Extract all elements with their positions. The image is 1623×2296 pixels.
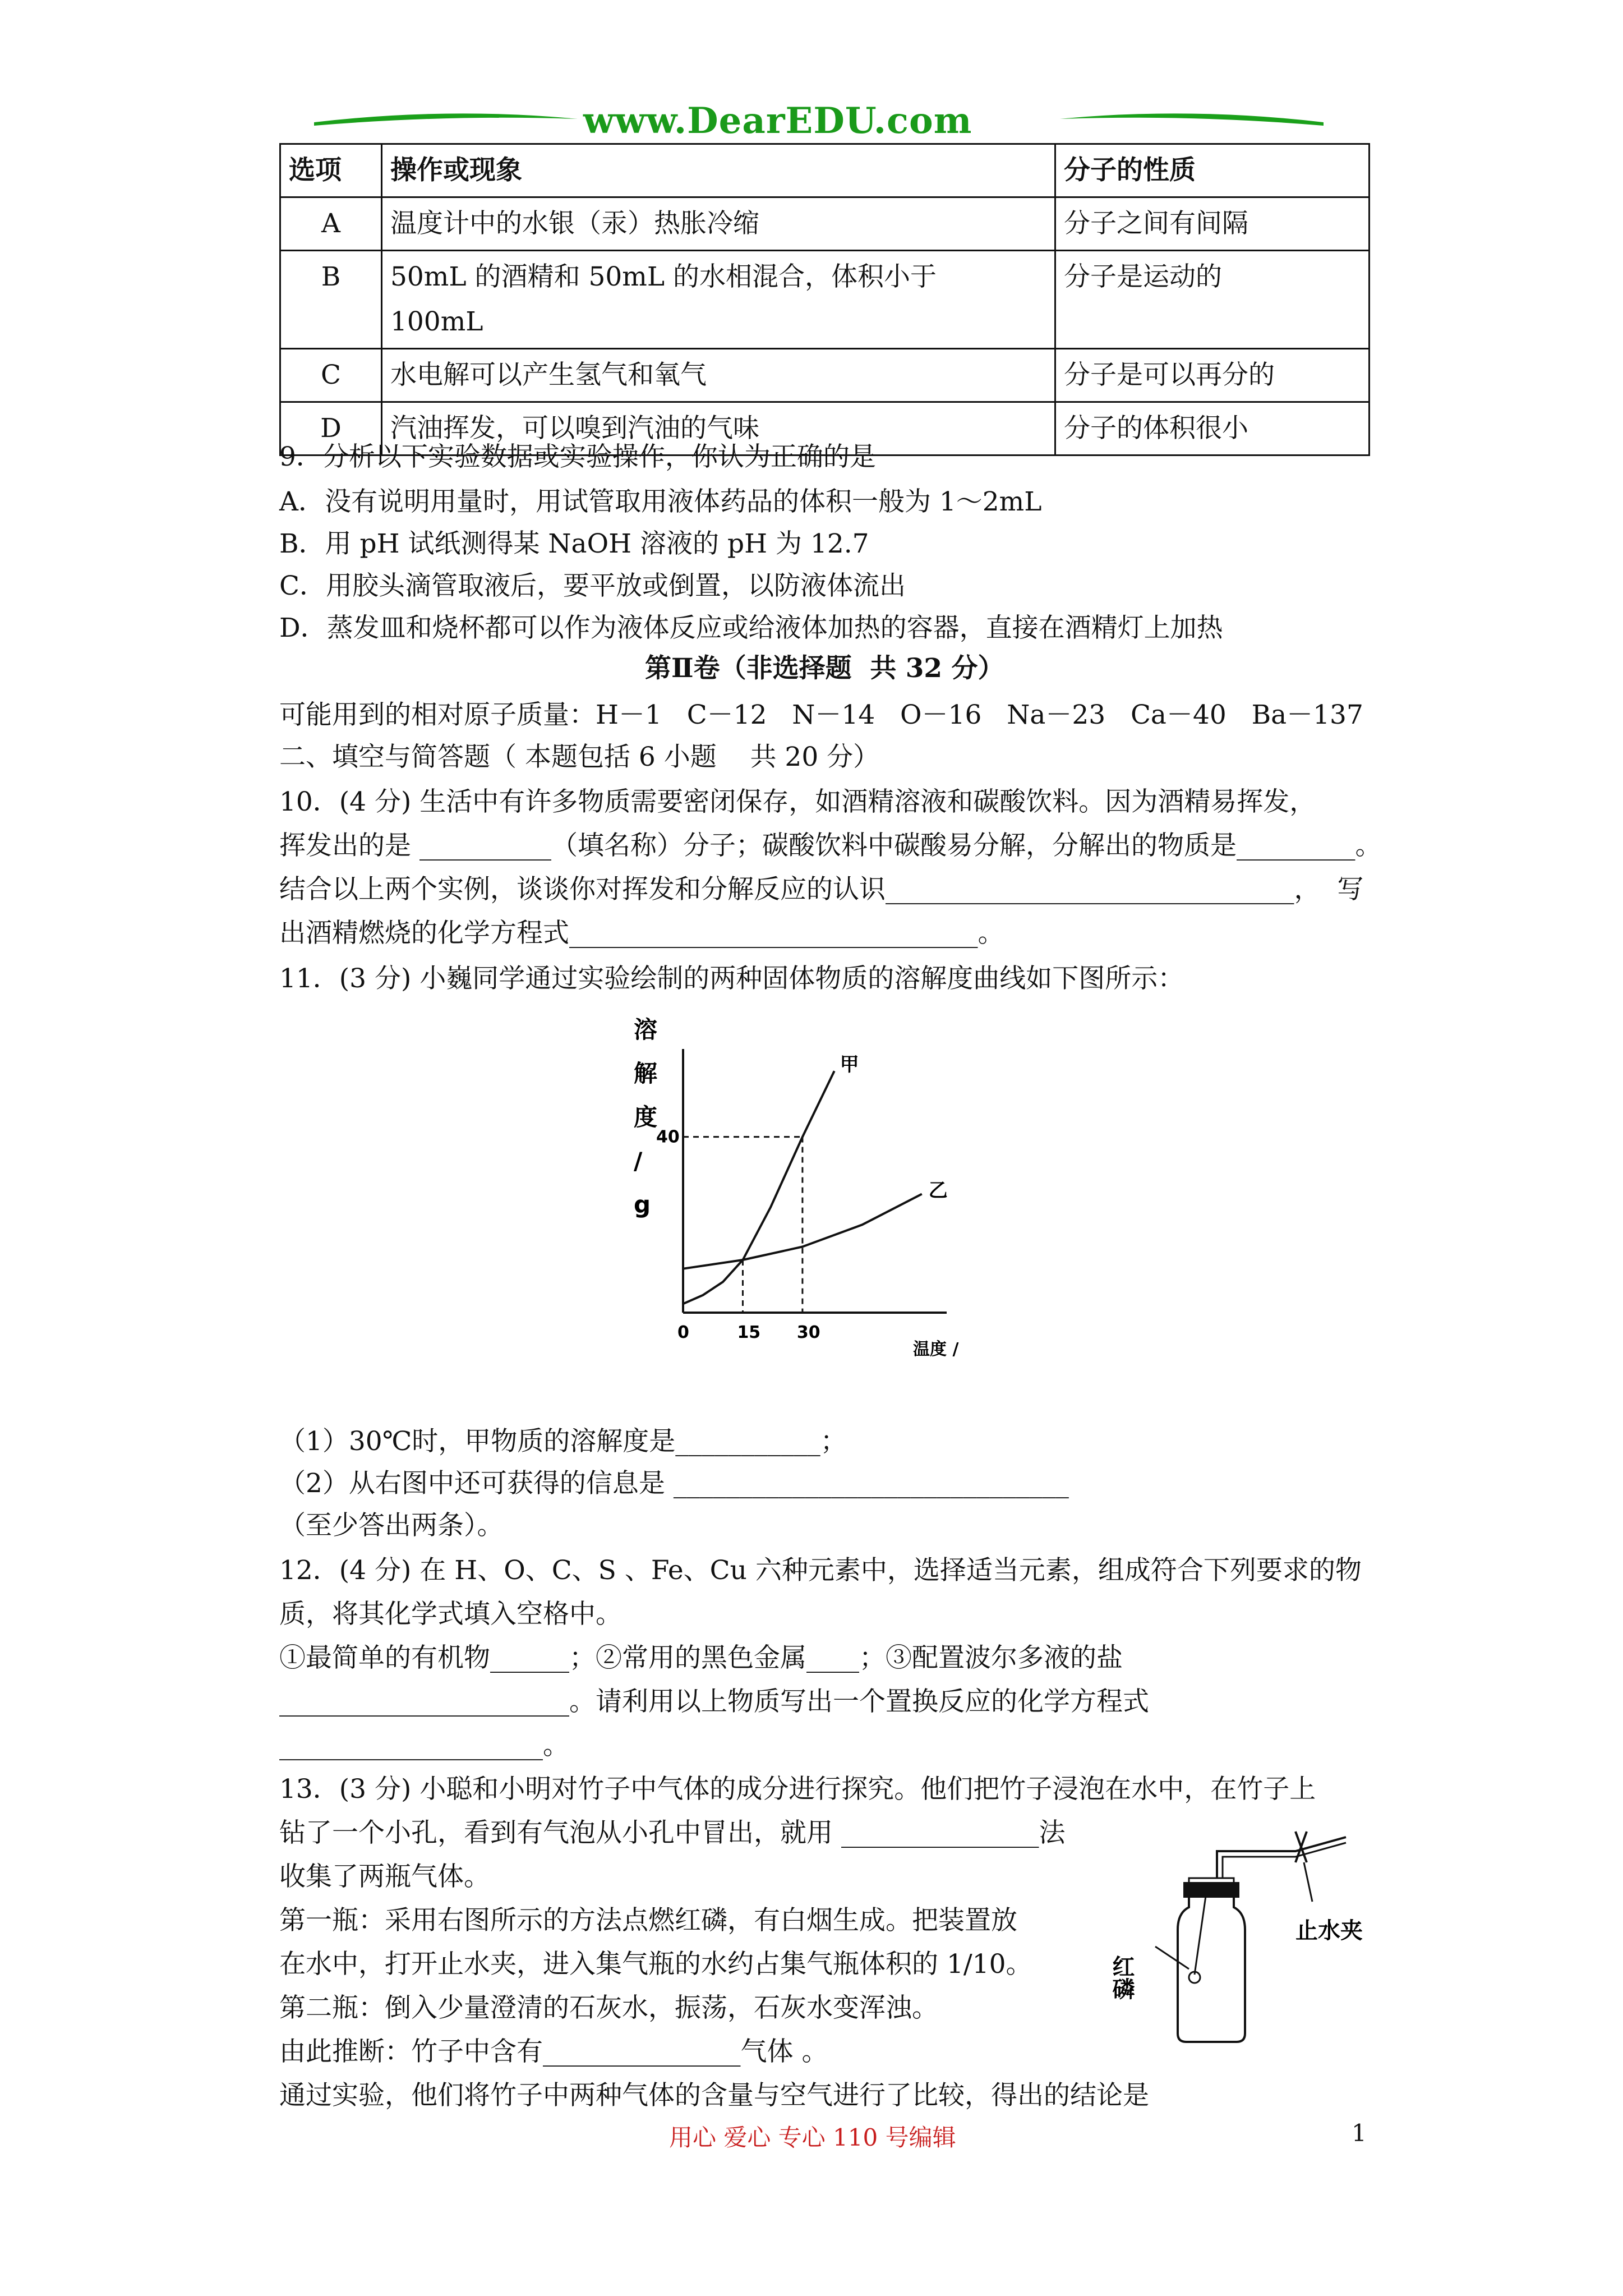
series-label: 甲 — [840, 1053, 859, 1076]
q13-line3: 收集了两瓶气体。 — [279, 1861, 490, 1892]
q11-stem: 11．(3 分) 小巍同学通过实验绘制的两种固体物质的溶解度曲线如下图所示： — [279, 963, 1184, 994]
table-cell — [382, 251, 1055, 349]
table-row — [280, 349, 1370, 402]
section-title: 二、填空与简答题（ 本题包括 6 小题 共 20 分） — [279, 742, 880, 772]
part2-title: 第Ⅱ卷（非选择题 共 32 分） — [645, 653, 1004, 684]
y-axis-label-char: 解 — [634, 1060, 658, 1087]
q11-part1: （1）30℃时，甲物质的溶解度是___________； — [279, 1426, 847, 1457]
header-swoosh-right — [1054, 107, 1324, 140]
atomic-mass-line: 可能用到的相对原子质量：H－1 C－12 N－14 O－16 Na－23 Ca－40 Ba－137 — [279, 700, 1363, 730]
q9-option-c: C．用胶头滴管取液后，要平放或倒置，以防液体流出 — [279, 570, 906, 601]
solubility-chart — [617, 1010, 959, 1374]
q10-line3: 结合以上两个实例，谈谈你对挥发和分解反应的认识_______________________________， 写 — [279, 874, 1364, 905]
table-cell: 分子的体积很小 — [1055, 402, 1370, 455]
table-header-cell: 操作或现象 — [382, 144, 1055, 197]
table-cell: D — [280, 402, 382, 455]
clamp-pointer — [1304, 1862, 1312, 1902]
y-tick-label: 40 — [656, 1127, 680, 1147]
x-tick-label: 15 — [737, 1323, 761, 1342]
q9-option-d: D．蒸发皿和烧杯都可以作为液体反应或给液体加热的容器，直接在酒精灯上加热 — [279, 613, 1223, 643]
x-axis-label: 温度 / — [913, 1340, 959, 1359]
q10-line1: 10．(4 分) 生活中有许多物质需要密闭保存，如酒精溶液和碳酸饮料。因为酒精易挥发， — [279, 786, 1316, 817]
options-table — [279, 143, 1370, 456]
q12-line1: 12．(4 分) 在 H、O、C、S 、Fe、Cu 六种元素中，选择适当元素，组成符合下列要求的物 — [279, 1555, 1362, 1586]
table-header-row — [280, 144, 1370, 197]
label-red-phosphorus: 红磷 — [1109, 1955, 1135, 2000]
q13-line8: 通过实验，他们将竹子中两种气体的含量与空气进行了比较，得出的结论是 — [279, 2080, 1149, 2111]
label-clamp: 止水夹 — [1295, 1918, 1363, 1944]
q10-line2: 挥发出的是 __________（填名称）分子；碳酸饮料中碳酸易分解，分解出的物质是_________。 — [279, 830, 1382, 861]
q12-line5: ____________________。 — [279, 1730, 569, 1761]
q13-line7: 由此推断：竹子中含有_______________气体 。 — [279, 2036, 828, 2067]
table-cell: B — [280, 251, 382, 349]
header-swoosh-left — [314, 107, 583, 140]
table-cell: 水电解可以产生氢气和氧气 — [382, 349, 1055, 402]
table-cell: A — [280, 197, 382, 251]
table-cell-line: 50mL 的酒精和 50mL 的水相混合，体积小于 — [390, 261, 937, 292]
q13-line1: 13．(3 分) 小聪和小明对竹子中气体的成分进行探究。他们把竹子浸泡在水中，在竹子上 — [279, 1774, 1316, 1805]
clamp — [1295, 1832, 1307, 1862]
table-cell: 分子是运动的 — [1055, 251, 1370, 349]
q12-line2: 质，将其化学式填入空格中。 — [279, 1599, 622, 1630]
glass-tube-inner — [1223, 1843, 1346, 1878]
table-header-cell: 选项 — [280, 144, 382, 197]
y-axis-label-char: 溶 — [634, 1016, 658, 1043]
table-cell: 分子是可以再分的 — [1055, 349, 1370, 402]
y-axis-label-char: g — [634, 1191, 651, 1218]
table-cell-line: 100mL — [390, 306, 483, 337]
table-cell: 汽油挥发，可以嗅到汽油的气味 — [382, 402, 1055, 455]
q9-stem: 9．分析以下实验数据或实验操作，你认为正确的是 — [279, 441, 876, 472]
y-axis-label-char: / — [634, 1147, 643, 1175]
page-number: 1 — [1352, 2119, 1367, 2147]
q13-line4: 第一瓶：采用右图所示的方法点燃红磷，有白烟生成。把装置放 — [279, 1905, 1017, 1936]
label-pointer — [1155, 1947, 1189, 1969]
q13-line6: 第二瓶：倒入少量澄清的石灰水，振荡，石灰水变浑浊。 — [279, 1993, 938, 2023]
series-label: 乙 — [928, 1179, 948, 1202]
q13-line5: 在水中，打开止水夹，进入集气瓶的水约占集气瓶体积的 1/10。 — [279, 1949, 1032, 1980]
q11-part3: （至少答出两条）。 — [279, 1510, 504, 1541]
combustion-spoon — [1195, 1896, 1206, 1975]
q12-line4: ______________________。请利用以上物质写出一个置换反应的化学方程式 — [279, 1686, 1149, 1717]
table-cell: 分子之间有间隔 — [1055, 197, 1370, 251]
apparatus-diagram — [1110, 1818, 1402, 2053]
q11-part2: （2）从右图中还可获得的信息是 ______________________________ — [279, 1468, 1069, 1499]
y-axis-label-char: 度 — [634, 1103, 658, 1131]
table-row — [280, 197, 1370, 251]
x-tick-label: 0 — [677, 1323, 689, 1342]
q12-line3: ①最简单的有机物______；②常用的黑色金属____；③配置波尔多液的盐 — [279, 1642, 1123, 1673]
table-row — [280, 251, 1370, 349]
q9-option-b: B．用 pH 试纸测得某 NaOH 溶液的 pH 为 12.7 — [279, 528, 869, 559]
q9-option-a: A．没有说明用量时，用试管取用液体药品的体积一般为 1～2mL — [279, 486, 1042, 517]
q10-line4: 出酒精燃烧的化学方程式_______________________________。 — [279, 918, 1004, 949]
table-cell: C — [280, 349, 382, 402]
q13-line2: 钻了一个小孔，看到有气泡从小孔中冒出，就用 _______________法 — [279, 1818, 1066, 1848]
table-header-cell: 分子的性质 — [1055, 144, 1370, 197]
footer-text: 用心 爱心 专心 110 号编辑 — [669, 2124, 956, 2151]
series-line-1 — [683, 1071, 834, 1304]
table-cell: 温度计中的水银（汞）热胀冷缩 — [382, 197, 1055, 251]
x-tick-label: 30 — [796, 1323, 820, 1342]
header-site: www.DearEDU.com — [583, 100, 972, 142]
